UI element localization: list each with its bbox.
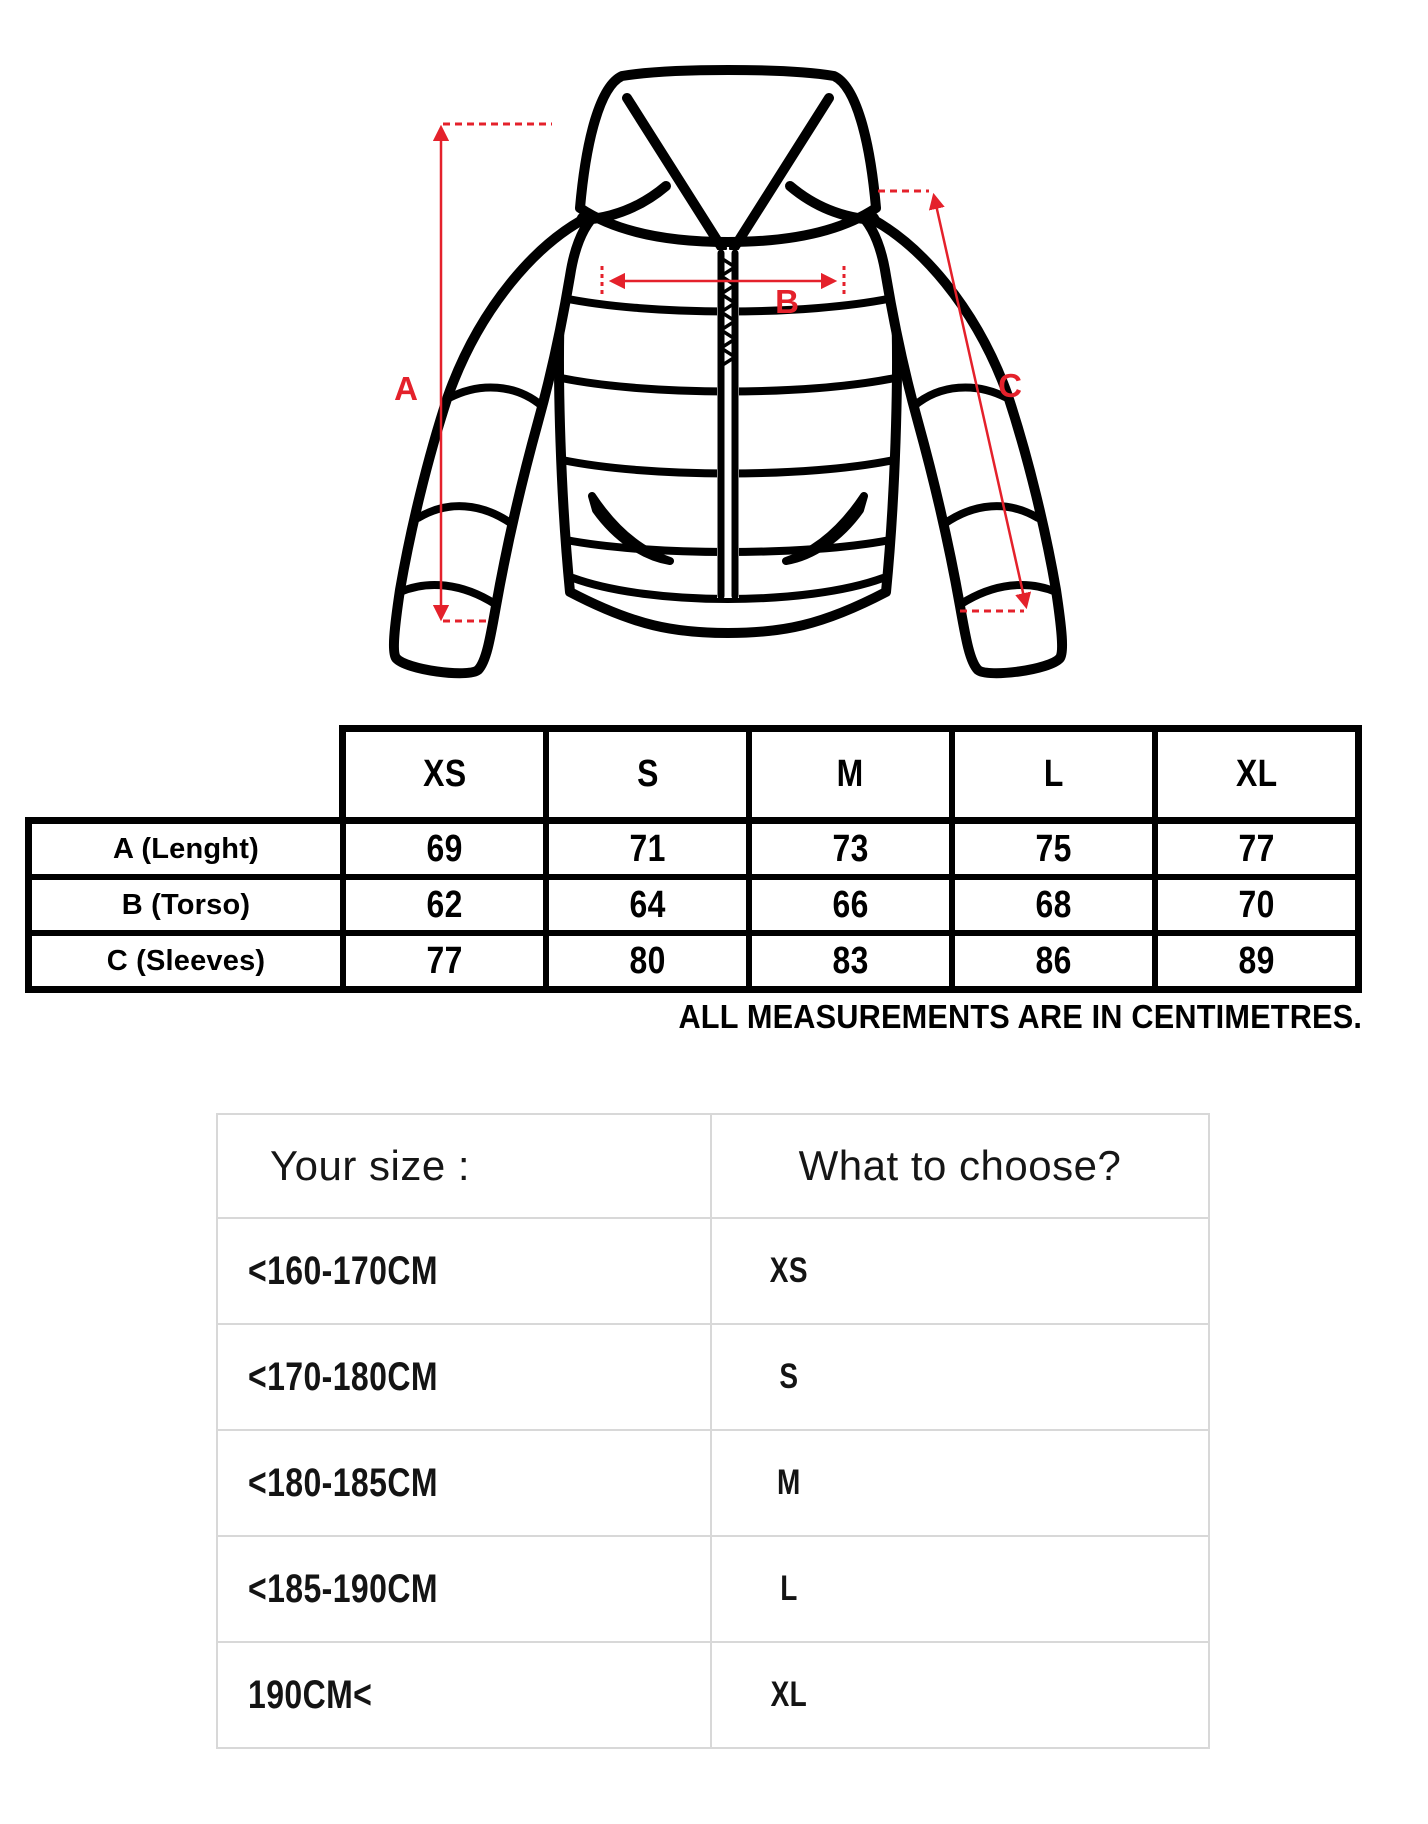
- size-col-label: M: [836, 753, 865, 795]
- table-cell: [346, 936, 543, 986]
- size-col-label: XL: [1235, 753, 1278, 795]
- size-col-header-xs: [346, 732, 543, 817]
- measurement-row-label: [32, 880, 340, 930]
- value-c-m: 83: [832, 939, 869, 982]
- size-zone: [741, 1357, 837, 1397]
- height-range: <180-185CM: [248, 1460, 438, 1505]
- height-range: 190CM<: [248, 1672, 373, 1717]
- size-cell: [711, 1324, 1209, 1430]
- height-range-cell: [217, 1218, 711, 1324]
- recommended-size: XS: [769, 1251, 809, 1290]
- value-b-xs: 62: [426, 883, 463, 926]
- size-col-header-l: [955, 732, 1152, 817]
- table-cell: [1158, 880, 1355, 930]
- value-b-s: 64: [629, 883, 666, 926]
- measurement-row-label: [32, 936, 340, 986]
- value-c-xl: 89: [1238, 939, 1275, 982]
- value-c-xs: 77: [426, 939, 463, 982]
- choose-size-table: [216, 1113, 1210, 1749]
- jacket-diagram: [330, 40, 1070, 680]
- measurements-note: ALL MEASUREMENTS ARE IN CENTIMETRES.: [678, 998, 1362, 1035]
- size-col-header-s: [549, 732, 746, 817]
- size-col-label: XS: [422, 753, 467, 795]
- table-cell: [1158, 824, 1355, 874]
- choose-row: [217, 1536, 1209, 1642]
- value-a-xs: 69: [426, 827, 463, 870]
- table-cell: [346, 824, 543, 874]
- height-range-cell: [217, 1324, 711, 1430]
- height-range: <170-180CM: [248, 1354, 438, 1399]
- size-col-label: L: [1043, 753, 1064, 795]
- row-label-a: A (Lenght): [113, 832, 259, 865]
- measurement-label-c: C: [998, 367, 1022, 404]
- height-range: <160-170CM: [248, 1248, 438, 1293]
- table-cell: [752, 936, 949, 986]
- height-range-cell: [217, 1536, 711, 1642]
- size-table-body: [25, 817, 1362, 993]
- value-c-l: 86: [1035, 939, 1072, 982]
- recommended-size: L: [780, 1569, 798, 1608]
- your-size-header: Your size :: [217, 1114, 711, 1218]
- value-a-s: 71: [629, 827, 666, 870]
- recommended-size: XL: [770, 1675, 808, 1714]
- value-a-m: 73: [832, 827, 869, 870]
- height-range-cell: [217, 1642, 711, 1748]
- size-cell: [711, 1430, 1209, 1536]
- size-col-header-m: [752, 732, 949, 817]
- value-b-xl: 70: [1238, 883, 1275, 926]
- height-range: <185-190CM: [248, 1566, 438, 1611]
- size-col-header-xl: [1158, 732, 1355, 817]
- recommended-size: S: [779, 1357, 799, 1396]
- value-b-l: 68: [1035, 883, 1072, 926]
- choose-row: [217, 1218, 1209, 1324]
- value-c-s: 80: [629, 939, 666, 982]
- table-cell: [549, 880, 746, 930]
- size-zone: [741, 1675, 837, 1715]
- size-table-header: [339, 725, 1362, 817]
- jacket-illustration: [330, 40, 1070, 680]
- row-label-b: B (Torso): [121, 888, 251, 921]
- value-a-xl: 77: [1238, 827, 1275, 870]
- size-cell: [711, 1218, 1209, 1324]
- what-to-choose-header: What to choose?: [711, 1114, 1209, 1218]
- choose-row: [217, 1430, 1209, 1536]
- value-a-l: 75: [1035, 827, 1072, 870]
- table-cell: [752, 880, 949, 930]
- table-cell: [549, 936, 746, 986]
- size-zone: [741, 1463, 837, 1503]
- choose-row: [217, 1642, 1209, 1748]
- measurement-row-label: [32, 824, 340, 874]
- size-zone: [741, 1251, 837, 1291]
- table-cell: [955, 880, 1152, 930]
- row-label-c: C (Sleeves): [106, 944, 266, 977]
- hood: [580, 70, 876, 248]
- table-cell: [1158, 936, 1355, 986]
- table-cell: [346, 880, 543, 930]
- value-b-m: 66: [832, 883, 869, 926]
- size-cell: [711, 1642, 1209, 1748]
- measurement-label-a: A: [394, 370, 418, 407]
- table-cell: [549, 824, 746, 874]
- table-cell: [955, 936, 1152, 986]
- table-cell: [955, 824, 1152, 874]
- height-range-cell: [217, 1430, 711, 1536]
- zipper: [717, 250, 739, 598]
- measurement-label-b: B: [775, 283, 799, 320]
- size-col-label: S: [636, 753, 659, 795]
- size-zone: [741, 1569, 837, 1609]
- size-cell: [711, 1536, 1209, 1642]
- table-cell: [752, 824, 949, 874]
- choose-table-header-row: [217, 1114, 1209, 1218]
- choose-row: [217, 1324, 1209, 1430]
- recommended-size: M: [777, 1463, 801, 1502]
